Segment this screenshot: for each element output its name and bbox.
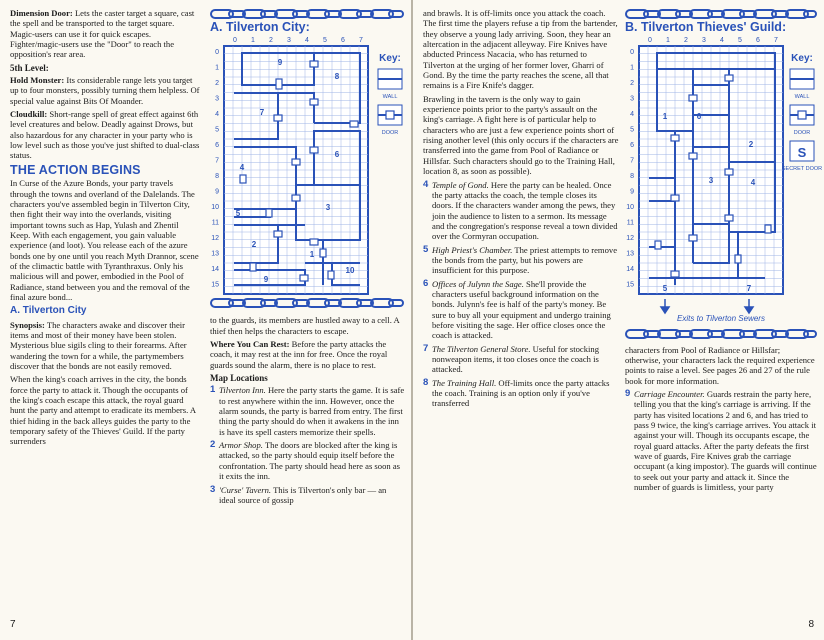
- label-synopsis: Synopsis:: [10, 319, 45, 330]
- map-b-room-label: 5: [662, 284, 668, 294]
- map-a-row-label: 3: [215, 95, 219, 103]
- map-b-room-label: 2: [748, 140, 754, 150]
- map-b-col-label: 6: [756, 37, 760, 45]
- map-b-row-label: 10: [626, 204, 634, 212]
- text-hold-monster: Its considerable range lets you target up to four monsters, possibly turning them helpless. Of special value against Bits Of Moander.: [10, 75, 200, 106]
- location-desc: Off-limits once the party attacks the coach. Training is an option only if you've transferred: [432, 377, 610, 409]
- text-cloudkill: Short-range spell of great effect against 6th level creatures and below. Deadly against Drows, but also hazardous for any character in your party who is low level such as those you've just shifted to dual-class status.: [10, 109, 200, 161]
- map-b-row-label: 2: [630, 80, 634, 88]
- map-a-title: A. Tilverton City:: [210, 20, 310, 34]
- location-desc: Here the party starts the game. It is safe to rest anywhere within the inn. However, once the alarm sounds, the party is barred from entry. The first thing the party should do when it awakens in the inn is have its spell casters memorize their spells.: [219, 385, 405, 437]
- right-page: [413, 0, 824, 640]
- map-b-col-label: 0: [648, 37, 652, 45]
- para-cloudkill: [10, 109, 200, 161]
- location-number: 7: [423, 342, 429, 354]
- map-a-key-wall: WALL: [382, 94, 398, 101]
- map-a-row-label: 8: [215, 173, 219, 181]
- map-b-row-label: 4: [630, 111, 634, 119]
- location-number: 9: [625, 388, 631, 400]
- map-a-col-label: 2: [269, 37, 273, 45]
- map-a-col-label: 4: [305, 37, 309, 45]
- text-rest: Before the party attacks the coach, it may rest at the inn for free. Once the royal guards sound the alarm, there is no place to rest.: [210, 339, 388, 370]
- location-name: Offices of Julynn the Sage.: [432, 278, 524, 289]
- map-b-key-wall: WALL: [794, 94, 810, 101]
- location-number: 6: [423, 277, 429, 289]
- map-a-row-label: 6: [215, 142, 219, 150]
- map-b-row-label: 3: [630, 95, 634, 103]
- map-b-grid: [639, 46, 783, 294]
- text-dimension-door: Lets the caster target a square, cast the spell and be transported to the target square. Magic-users can use it for quick escapes. Fighter/magic-users use the "Door" to reach the opposition's rear area.: [10, 8, 195, 60]
- exit-arrows: [625, 299, 817, 313]
- map-a-tilverton: [210, 35, 405, 293]
- label-rest: Where You Can Rest:: [210, 339, 290, 350]
- para-action-intro: In Curse of the Azure Bonds, your party travels through the towns and overland of the Dalelands. The characters you've assembled begin in Tilverton City, then fight their way into the overlands, visiting important towns such as Hap, Yulash and Zhentil Keep. With each engagement, you gain valuable experience (and loot). You release each of the azure bonds one by one until you reach Myth Drannor, scene of the climactic battle with Tyranthraxus. Only his malicious will and power, embodied in the Pool of Radiance, stand between you and the removal of the final azure bond...: [10, 178, 199, 302]
- map-a-col-label: 7: [359, 37, 363, 45]
- heading-tilverton: A. Tilverton City: [10, 305, 87, 317]
- map-a-room-label: 10: [345, 266, 355, 276]
- heading-action-begins: THE ACTION BEGINS: [10, 162, 141, 177]
- map-a-room-label: 2: [251, 240, 257, 250]
- location-name: Carriage Encounter.: [634, 389, 705, 400]
- map-a-col-label: 3: [287, 37, 291, 45]
- map-a-room-label: 3: [325, 203, 331, 213]
- map-a-room-label: 6: [334, 150, 340, 160]
- map-b-room-label: 1: [662, 112, 668, 122]
- chain-border-bottom: [210, 297, 405, 309]
- heading-5th-level: 5th Level:: [10, 62, 49, 73]
- exit-caption: Exits to Tilverton Sewers: [677, 314, 765, 324]
- map-b-row-label: 0: [630, 49, 634, 57]
- map-b-row-label: 8: [630, 173, 634, 181]
- location-text: [432, 180, 619, 242]
- location-text: [219, 485, 405, 506]
- location-name: High Priest's Chamber.: [432, 244, 513, 255]
- map-a-key-label: Key:: [379, 53, 401, 65]
- location-desc: She'll provide the characters useful background information on the bonds. Julynn's fee is half of the party's money. Be sure to buy all your equipment and undergo training before visiting the sage. Her office closes once the coach is attacked.: [432, 278, 611, 341]
- page-number-left: 7: [10, 619, 16, 630]
- map-a-row-label: 5: [215, 126, 219, 134]
- location-item: [210, 440, 405, 481]
- location-desc: Here the party can be healed. Once the party attacks the coach, the temple closes its doors. If the characters wander among the pews, they join the audience to listen to a sermon. Its message and the congregation's response reveal a town divided over the Cormyran occupation.: [432, 179, 618, 242]
- map-b-row-label: 12: [626, 235, 634, 243]
- map-a-row-label: 1: [215, 64, 219, 72]
- location-desc: Guards restrain the party here, telling you that the king's carriage is arriving. If the party has visited locations 2 and 6, and has tried to pass 9 twice, the king's carriage arrives. You attack it against your will. Though its occupants escape, the royal guard attacks. After the party defeats the first wave of guards, Fire Knives grab the carriage occupant (a king impostor). The guards will continue to seek out your party and attack it. Since the number of guards is limitless, your party: [634, 389, 817, 493]
- location-item: [423, 279, 619, 341]
- text-synopsis: The characters awake and discover their items and most of their money have been stolen. Mysterious blue sigils cling to their forearms. After wandering the town for a while, the partymembers discover that the bonds are not easily removed.: [10, 319, 187, 371]
- map-b-key-secret: SECRET DOOR: [781, 166, 823, 173]
- map-a-row-label: 15: [211, 281, 219, 289]
- para-hold-monster: [10, 75, 200, 106]
- location-text: [219, 440, 405, 481]
- map-b-room-label: 3: [708, 176, 714, 186]
- location-name: The Training Hall.: [432, 377, 497, 388]
- map-b-key-label: Key:: [791, 53, 813, 65]
- para-training-cont: characters from Pool of Radiance or Hillsfar; otherwise, your characters lack the required experience points to raise a level. See pages 26 and 27 of the rule book for more information.: [625, 344, 815, 386]
- left-col-2: [210, 8, 405, 508]
- location-name: 'Curse' Tavern.: [219, 484, 272, 495]
- map-b-row-label: 11: [626, 219, 634, 227]
- map-b-room-label: 6: [696, 112, 702, 122]
- location-name: Tilverton Inn.: [219, 385, 266, 396]
- right-col-1: [423, 8, 619, 412]
- chain-border-bottom: [625, 328, 817, 340]
- map-b-row-label: 13: [626, 250, 634, 258]
- map-a-room-label: 8: [334, 72, 340, 82]
- map-a-row-label: 2: [215, 80, 219, 88]
- location-desc: This is Tilverton's only bar — an ideal source of gossip: [219, 484, 387, 505]
- map-b-col-label: 7: [774, 37, 778, 45]
- map-a-col-label: 0: [233, 37, 237, 45]
- location-text: [432, 344, 619, 375]
- location-item: [625, 389, 817, 492]
- map-a-row-label: 0: [215, 49, 219, 57]
- map-b-title: B. Tilverton Thieves' Guild:: [625, 20, 787, 34]
- map-b-row-label: 5: [630, 126, 634, 134]
- location-item: [423, 180, 619, 242]
- map-b-key-door: DOOR: [793, 130, 811, 137]
- location-number: 8: [423, 376, 429, 388]
- map-b-row-label: 14: [626, 266, 634, 274]
- para-coach: When the king's coach arrives in the city, the bonds force the party to attack it. Though the occupants of the king's coach escape this attack, the royal guard hunt the party and attempt to eradicate its members. A thief hiding in the back alleys guides the party to the temporary safety of the Thieves' Guild. If the party surrenders: [10, 374, 196, 447]
- location-name: Armor Shop.: [219, 440, 263, 451]
- location-text: [432, 378, 619, 409]
- location-number: 3: [210, 483, 216, 495]
- location-text: [432, 279, 619, 341]
- map-a-row-label: 9: [215, 188, 219, 196]
- secret-door-icon: S: [797, 145, 807, 161]
- para-synopsis: [10, 320, 200, 372]
- location-desc: Useful for stocking nonweapon items, it too closes once the coach is attacked.: [432, 343, 600, 375]
- label-dimension-door: Dimension Door:: [10, 8, 73, 18]
- map-b-col-label: 2: [684, 37, 688, 45]
- locations-list-right-1: [423, 180, 619, 409]
- map-a-col-label: 1: [251, 37, 255, 45]
- locations-list-right-2: [625, 389, 817, 492]
- location-text: [432, 245, 619, 276]
- location-item: [423, 378, 619, 409]
- map-a-row-label: 13: [211, 250, 219, 258]
- left-col-1: [10, 8, 200, 450]
- map-a-room-label: 9: [277, 58, 283, 68]
- map-a-row-label: 7: [215, 157, 219, 165]
- para-dimension-door: [10, 8, 200, 60]
- chain-border-top: [625, 8, 817, 20]
- map-a-room-label: 5: [235, 209, 241, 219]
- map-a-col-label: 5: [323, 37, 327, 45]
- para-tavern-cont: and brawls. It is off-limits once you attack the coach. The first time the players refuse a tip from the bartender, they observe a young lady arriving. Soon, they hear an altercation in the adjacent alleyway. Fire Knives have abducted Princess Nacacia, who has returned to Tilverton at the urging of her former lover, Gharri of Gond. By the time the party reaches the scene, all that remains is a Fire Knife's dagger.: [423, 8, 618, 91]
- location-name: Temple of Gond.: [432, 179, 489, 190]
- label-cloudkill: Cloudkill:: [10, 109, 48, 120]
- map-b-col-label: 1: [666, 37, 670, 45]
- map-a-room-label: 7: [259, 108, 265, 118]
- map-a-room-label: 4: [239, 163, 245, 173]
- para-rest: [210, 339, 405, 370]
- location-number: 5: [423, 243, 429, 255]
- location-item: [210, 485, 405, 506]
- map-b-col-label: 4: [720, 37, 724, 45]
- map-a-row-label: 4: [215, 111, 219, 119]
- map-a-row-label: 12: [211, 235, 219, 243]
- map-a-row-label: 11: [211, 219, 219, 227]
- label-hold-monster: Hold Monster:: [10, 75, 65, 86]
- map-a-row-label: 14: [211, 266, 219, 274]
- map-b-room-label: 7: [746, 284, 752, 294]
- locations-list-left: [210, 385, 405, 505]
- location-number: 1: [210, 384, 216, 396]
- map-b-col-label: 3: [702, 37, 706, 45]
- location-desc: The doors are blocked after the king is attacked, so the party should equip itself before the confrontation. The party should head here as soon as it exits the inn.: [219, 440, 400, 482]
- map-b-row-label: 9: [630, 188, 634, 196]
- location-desc: The priest attempts to remove the bonds from the party, but his powers are insufficient for this purpose.: [432, 244, 618, 276]
- map-b-col-label: 5: [738, 37, 742, 45]
- location-number: 2: [210, 439, 216, 451]
- para-brawling: Brawling in the tavern is the only way to gain experience points prior to the party's assault on the king's carriage. A fight here is of particular help to characters who are just a few experience points short of rising another level (this only occurs if the characters are transferred into the game from Pool of Radiance or Hillsfar. Such characters should go to the Training Hall, location 8, as soon as possible).: [423, 93, 619, 177]
- heading-map-locations: Map Locations: [210, 373, 268, 384]
- location-item: [210, 385, 405, 437]
- map-a-room-label: 1: [309, 250, 315, 260]
- location-number: 4: [423, 178, 429, 190]
- para-guards: to the guards, its members are hustled away to a cell. A thief then helps the characters to escape.: [210, 315, 400, 336]
- map-a-key-door: DOOR: [381, 130, 399, 137]
- map-b-row-label: 7: [630, 157, 634, 165]
- right-col-2: [625, 8, 823, 496]
- page-number-right: 8: [808, 619, 814, 630]
- map-a-key: [378, 53, 402, 136]
- map-b-key: [782, 53, 822, 172]
- chain-border-top: [210, 8, 405, 20]
- location-item: [423, 245, 619, 276]
- map-b-thieves-guild: [625, 35, 823, 299]
- map-b-room-label: 4: [750, 178, 756, 188]
- location-name: The Tilverton General Store.: [432, 343, 531, 354]
- left-page: [0, 0, 411, 640]
- map-a-col-label: 6: [341, 37, 345, 45]
- map-b-row-label: 6: [630, 142, 634, 150]
- location-text: [634, 389, 817, 492]
- map-a-row-label: 10: [211, 204, 219, 212]
- map-a-room-label: 9: [263, 275, 269, 285]
- map-b-row-label: 15: [626, 281, 634, 289]
- location-text: [219, 385, 405, 437]
- map-b-row-label: 1: [630, 64, 634, 72]
- location-item: [423, 344, 619, 375]
